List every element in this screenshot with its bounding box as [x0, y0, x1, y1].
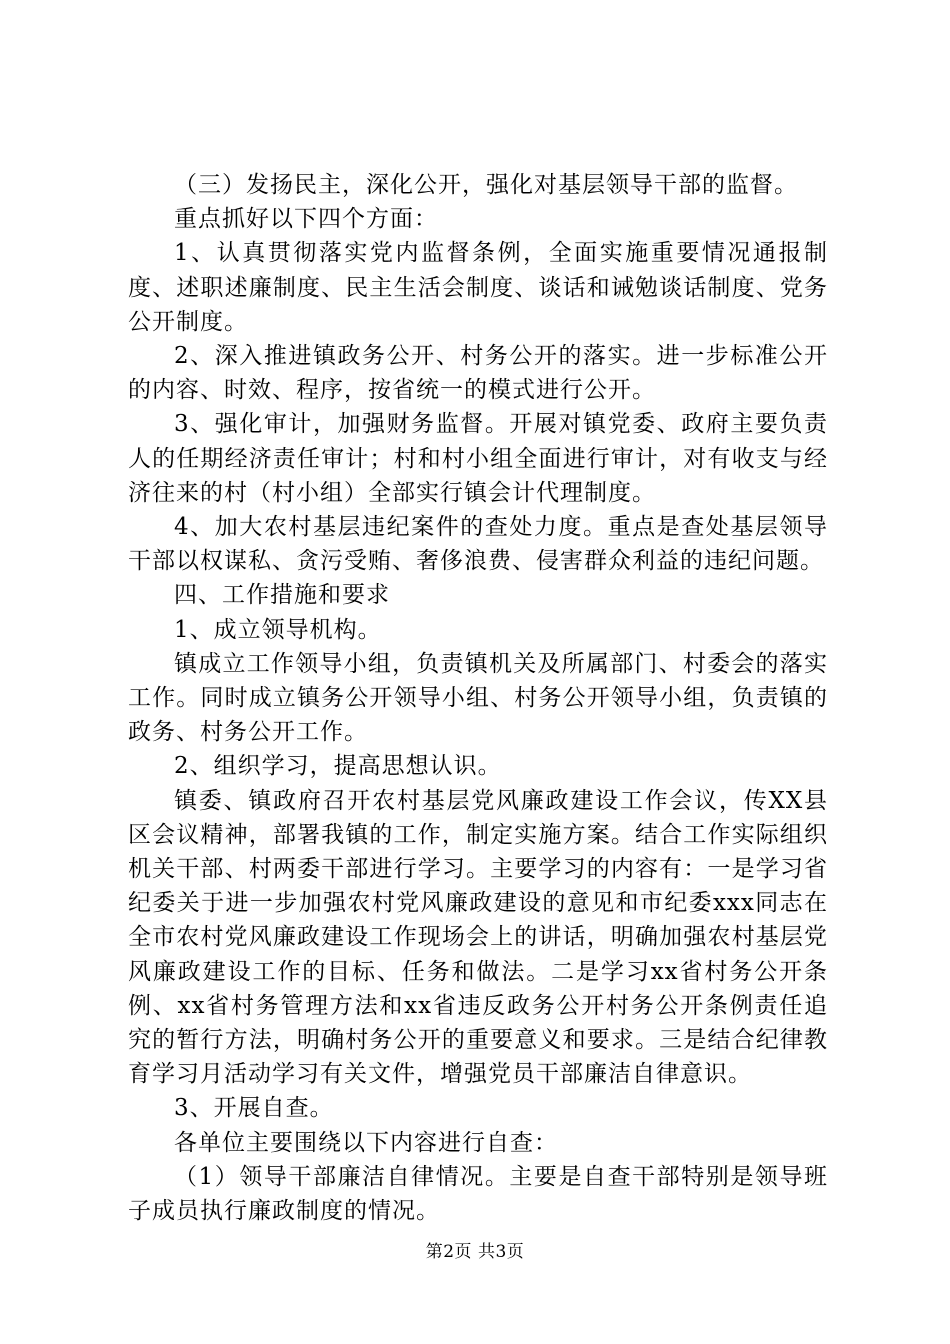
paragraph-item-1-supervision: 1、认真贯彻落实党内监督条例，全面实施重要情况通报制度、述职述廉制度、民主生活会制度、谈话和诫勉谈话制度、党务公开制度。 — [128, 240, 828, 335]
paragraph-measure-2-heading: 2、组织学习，提高思想认识。 — [174, 753, 502, 780]
paragraph-self-check-intro: 各单位主要围绕以下内容进行自查： — [174, 1129, 558, 1156]
paragraph-measure-1-body: 镇成立工作领导小组，负责镇机关及所属部门、村委会的落实工作。同时成立镇务公开领导小组、村务公开领导小组，负责镇的政务、村务公开工作。 — [128, 650, 828, 746]
paragraph-measure-3-heading: 3、开展自查。 — [174, 1095, 334, 1122]
paragraph-four-aspects: 重点抓好以下四个方面： — [174, 206, 438, 233]
paragraph-section-four-heading: 四、工作措施和要求 — [174, 582, 390, 609]
paragraph-self-check-item-1: （1）领导干部廉洁自律情况。主要是自查干部特别是领导班子成员执行廉政制度的情况。 — [128, 1163, 828, 1225]
document-body — [128, 168, 828, 1228]
paragraph-measure-1-heading: 1、成立领导机构。 — [174, 616, 382, 643]
paragraph-measure-2-body: 镇委、镇政府召开农村基层党风廉政建设工作会议，传XX县区会议精神，部署我镇的工作，制定实施方案。结合工作实际组织机关干部、村两委干部进行学习。主要学习的内容有：一是学习省纪委关于进一步加强农村党风廉政建设的意见和市纪委xxx同志在全市农村党风廉政建设工作现场会上的讲话，明确加强农村基层党风廉政建设工作的目标、任务和做法。二是学习xx省村务公开条例、xx省村务管理方法和xx省违反政务公开村务公开条例责任追究的暂行方法，明确村务公开的重要意义和要求。三是结合纪律教育学习月活动学习有关文件，增强党员干部廉洁自律意识。 — [128, 787, 828, 1088]
page-number-footer: 第2页 共3页 — [425, 1242, 525, 1262]
paragraph-item-2-openness: 2、深入推进镇政务公开、村务公开的落实。进一步标准公开的内容、时效、程序，按省统一的模式进行公开。 — [128, 343, 828, 404]
paragraph-section-three-heading: （三）发扬民主，深化公开，强化对基层领导干部的监督。 — [174, 172, 798, 198]
paragraph-item-4-cases: 4、加大农村基层违纪案件的查处力度。重点是查处基层领导干部以权谋私、贪污受贿、奢侈浪费、侵害群众利益的违纪问题。 — [128, 514, 828, 575]
paragraph-item-3-audit: 3、强化审计，加强财务监督。开展对镇党委、政府主要负责人的任期经济责任审计；村和村小组全面进行审计，对有收支与经济往来的村（村小组）全部实行镇会计代理制度。 — [128, 411, 828, 506]
